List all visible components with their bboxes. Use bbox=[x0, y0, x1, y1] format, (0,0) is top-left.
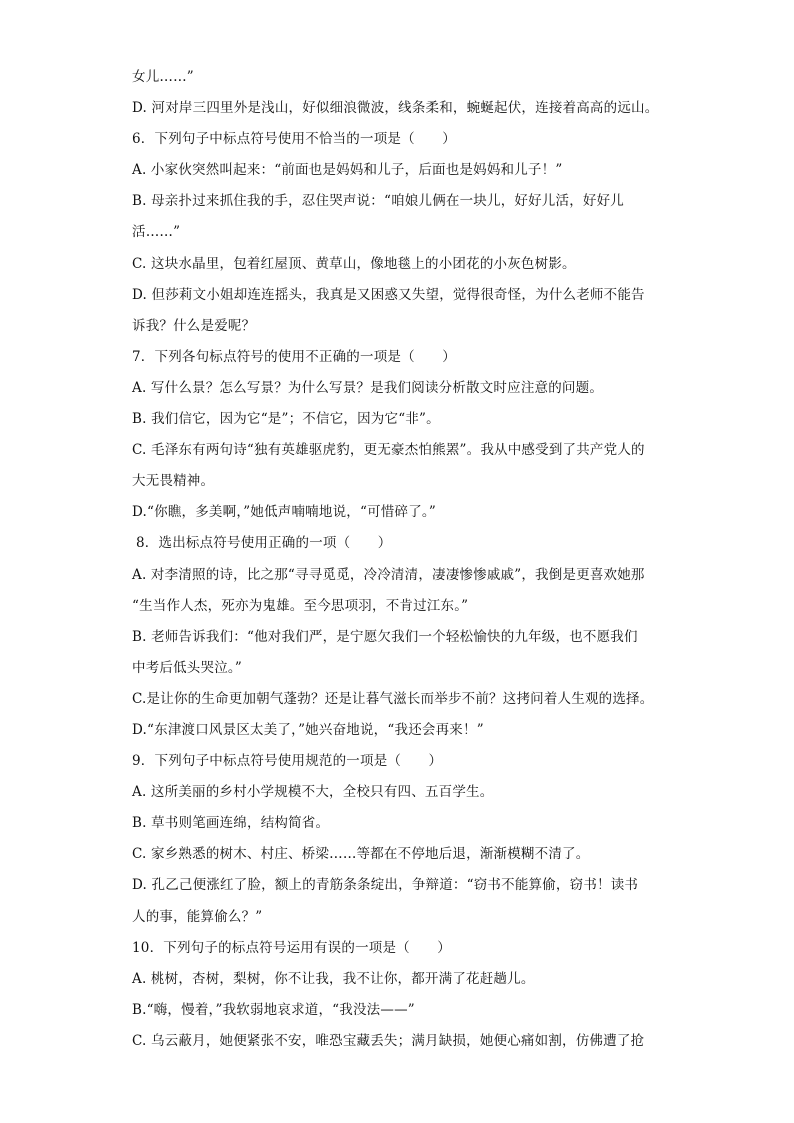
q10-option-c: C. 乌云蔽月，她便紧张不安，唯恐宝藏丢失；满月缺损，她便心痛如割，仿佛遭了抢 bbox=[132, 1032, 645, 1049]
q7-option-c: C. 毛泽东有两句诗“独有英雄驱虎豹，更无豪杰怕熊罴”。我从中感受到了共产党人的 bbox=[132, 442, 645, 459]
question-9-title: 9．下列句子中标点符号使用规范的一项是（ ） bbox=[132, 753, 443, 770]
question-7-title: 7．下列各句标点符号的使用不正确的一项是（ ） bbox=[132, 348, 456, 365]
q9-option-b: B. 草书则笔画连绵，结构简省。 bbox=[132, 815, 330, 832]
q9-option-d-continuation: 人的事，能算偷么？” bbox=[132, 908, 263, 925]
question-10-title: 10．下列句子的标点符号运用有误的一项是（ ） bbox=[132, 939, 451, 956]
text-line-continuation: 女儿……” bbox=[132, 69, 194, 85]
q8-option-b: B. 老师告诉我们：“他对我们严，是宁愿欠我们一个轻松愉快的九年级，也不愿我们 bbox=[132, 628, 638, 645]
q5-option-d: D. 河对岸三四里外是浅山，好似细浪微波，线条柔和，蜿蜒起伏，连接着高高的远山。 bbox=[132, 100, 659, 117]
q7-option-b: B. 我们信它，因为它“是”；不信它，因为它“非”。 bbox=[132, 411, 440, 428]
q9-option-a: A. 这所美丽的乡村小学规模不大，全校只有四、五百学生。 bbox=[132, 784, 494, 801]
q8-option-c: C.是让你的生命更加朝气蓬勃？还是让暮气滋长而举步不前？这拷问着人生观的选择。 bbox=[132, 690, 654, 707]
q6-option-d-continuation: 诉我？什么是爱呢？ bbox=[132, 317, 256, 334]
q8-option-a: A. 对李清照的诗，比之那“寻寻觅觅，冷冷清清，凄凄惨惨戚戚”，我倒是更喜欢她那 bbox=[132, 566, 645, 583]
q8-option-d: D.“东津渡口风景区太美了，”她兴奋地说，“我还会再来！” bbox=[132, 721, 484, 738]
q10-option-a: A. 桃树，杏树，梨树，你不让我，我不让你，都开满了花赶趟儿。 bbox=[132, 970, 535, 987]
q6-option-a: A. 小家伙突然叫起来：“前面也是妈妈和儿子，后面也是妈妈和儿子！” bbox=[132, 162, 563, 179]
q6-option-b-continuation: 活……” bbox=[132, 224, 181, 241]
q8-option-a-continuation: “生当作人杰，死亦为鬼雄。至今思项羽，不肯过江东。” bbox=[132, 597, 469, 614]
q6-option-b: B. 母亲扑过来抓住我的手，忍住哭声说：“咱娘儿俩在一块儿，好好儿活，好好儿 bbox=[132, 193, 625, 210]
q10-option-b: B.“嗨，慢着，”我软弱地哀求道，“我没法——” bbox=[132, 1001, 415, 1018]
q9-option-c: C. 家乡熟悉的树木、村庄、桥梁……等都在不停地后退，渐渐模糊不清了。 bbox=[132, 846, 590, 863]
q8-option-b-continuation: 中考后低头哭泣。” bbox=[132, 659, 242, 676]
q7-option-d: D.“你瞧，多美啊，”她低声喃喃地说，“可惜碎了。” bbox=[132, 504, 436, 521]
question-8-title: 8．选出标点符号使用正确的一项（ ） bbox=[136, 535, 392, 552]
q7-option-c-continuation: 大无畏精神。 bbox=[132, 473, 215, 490]
q9-option-d: D. 孔乙己便涨红了脸，额上的青筋条条绽出，争辩道：“窃书不能算偷，窃书！读书 bbox=[132, 877, 639, 894]
q6-option-c: C. 这块水晶里，包着红屋顶、黄草山，像地毯上的小团花的小灰色树影。 bbox=[132, 255, 576, 272]
question-6-title: 6．下列句子中标点符号使用不恰当的一项是（ ） bbox=[132, 131, 456, 148]
q6-option-d: D. 但莎莉文小姐却连连摇头，我真是又困惑又失望，觉得很奇怪，为什么老师不能告 bbox=[132, 286, 645, 303]
q7-option-a: A. 写什么景？怎么写景？为什么写景？是我们阅读分析散文时应注意的问题。 bbox=[132, 379, 604, 396]
